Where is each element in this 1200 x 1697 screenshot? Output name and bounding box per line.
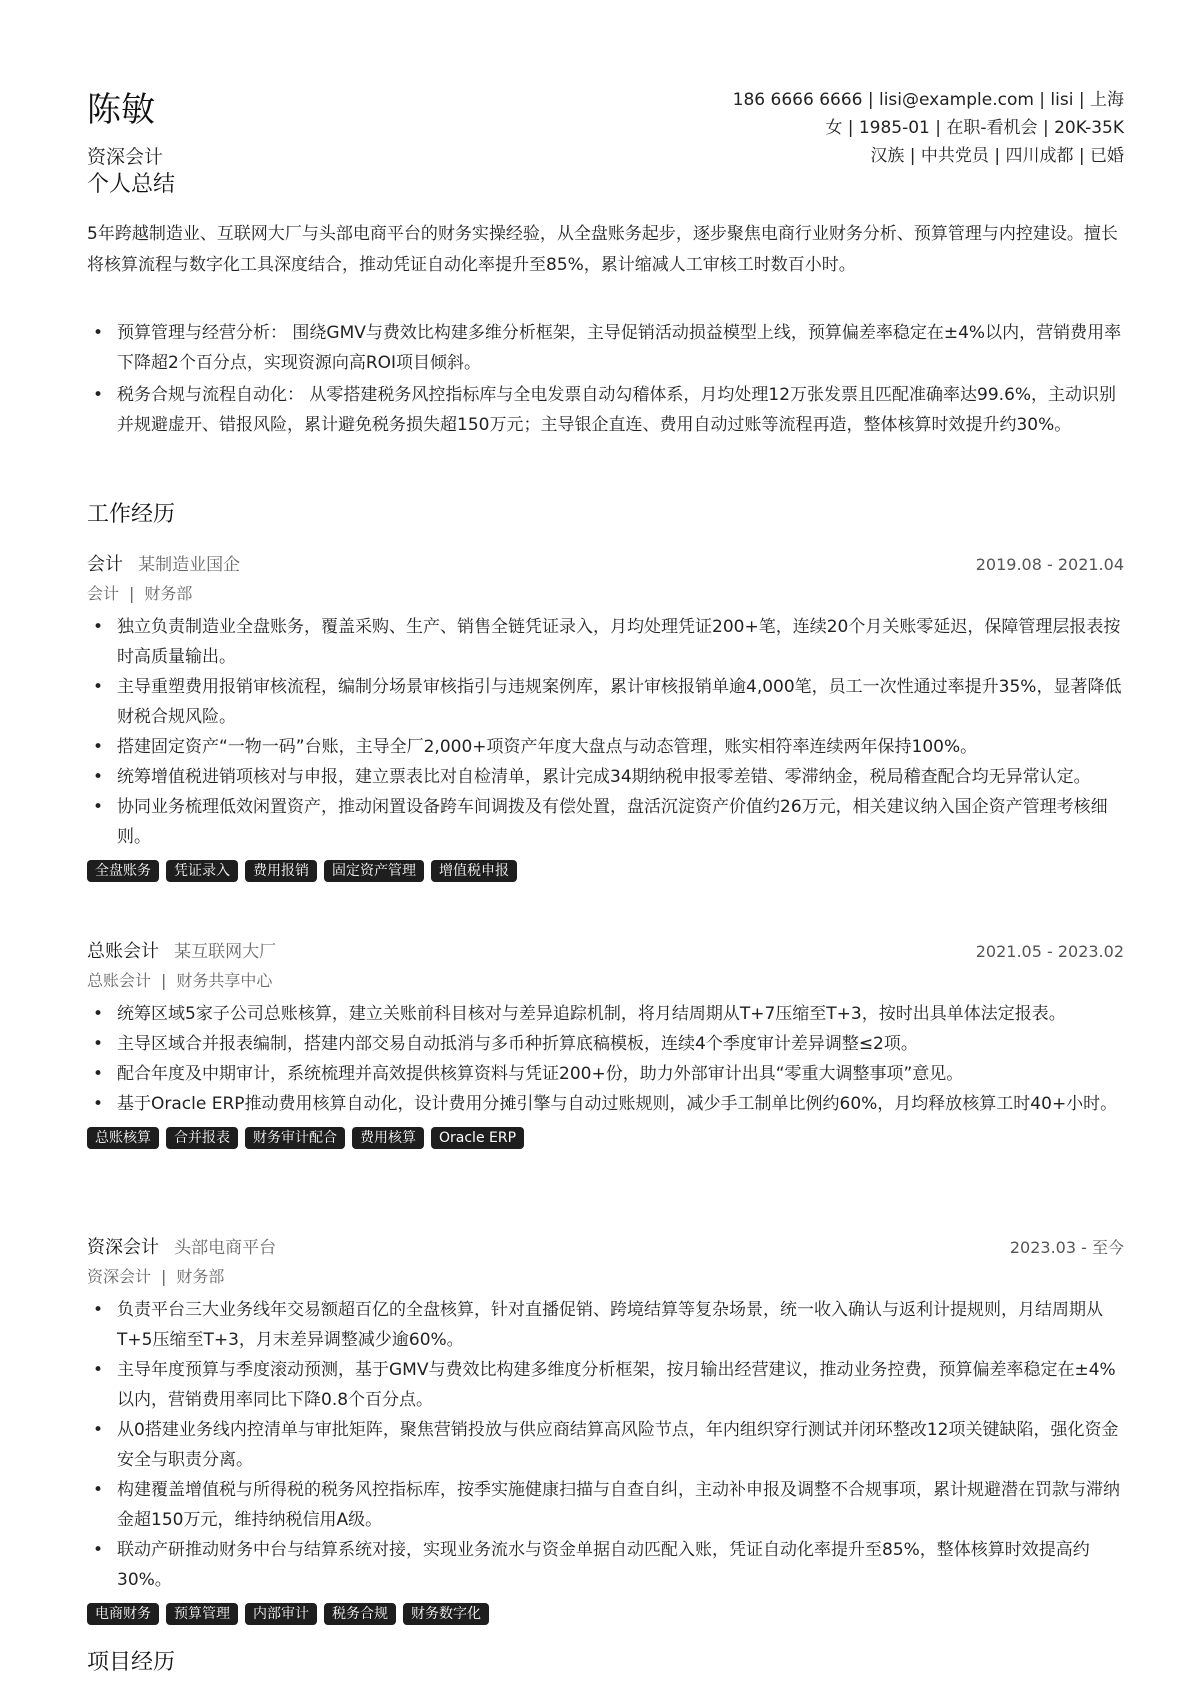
job-department: 财务部 bbox=[176, 1267, 225, 1286]
job-date: 2019.08 - 2021.04 bbox=[975, 555, 1124, 574]
job-bullet: • 统筹区域5家子公司总账核算，建立关账前科目核对与差异追踪机制，将月结周期从T+7压缩至T+3，按时出具单体法定报表。 bbox=[87, 999, 1124, 1029]
summary-heading: 个人总结 bbox=[87, 172, 176, 197]
summary-bullet: • 税务合规与流程自动化： 从零搭建税务风控指标库与全电发票自动勾稽体系，月均处理12万张发票且匹配准确率达99.6%，主动识别并规避虚开、错报风险，累计避免税务损失超150万元；主导银企直连、费用自动过账等流程再造，整体核算时效提升约30%。 bbox=[87, 380, 1124, 440]
job-bullet: • 主导区域合并报表编制，搭建内部交易自动抵消与多币种折算底稿模板，连续4个季度审计差异调整≤2项。 bbox=[87, 1029, 1124, 1059]
job-bullet: • 协同业务梳理低效闲置资产，推动闲置设备跨车间调拨及有偿处置，盘活沉淀资产价值约26万元，相关建议纳入国企资产管理考核细则。 bbox=[87, 792, 1124, 852]
job-subline bbox=[87, 580, 1124, 608]
summary-bullet: • 预算管理与经营分析： 围绕GMV与费效比构建多维分析框架，主导促销活动损益模型上线，预算偏差率稳定在±4%以内，营销费用率下降超2个百分点，实现资源向高ROI项目倾斜。 bbox=[87, 318, 1124, 378]
skill-tag: 总账核算 bbox=[87, 1127, 159, 1149]
job-bullet: • 配合年度及中期审计，系统梳理并高效提供核算资料与凭证200+份，助力外部审计出具“零重大调整事项”意见。 bbox=[87, 1059, 1124, 1089]
skill-tag: 税务合规 bbox=[324, 1603, 396, 1625]
job-department: 财务共享中心 bbox=[176, 971, 273, 990]
skill-tag: 合并报表 bbox=[166, 1127, 238, 1149]
skill-tag: 全盘账务 bbox=[87, 860, 159, 882]
skill-tag: 财务数字化 bbox=[403, 1603, 489, 1625]
candidate-name: 陈敏 bbox=[87, 90, 155, 130]
job-bullet-list bbox=[87, 612, 1124, 852]
job-sub-separator: | bbox=[129, 584, 135, 603]
job-bullet: • 主导年度预算与季度滚动预测，基于GMV与费效比构建多维度分析框架，按月输出经营建议，推动业务控费，预算偏差率稳定在±4%以内，营销费用率同比下降0.8个百分点。 bbox=[87, 1355, 1124, 1415]
experience-heading: 工作经历 bbox=[87, 502, 176, 527]
job-sub-separator: | bbox=[161, 1267, 167, 1286]
job-bullet: • 主导重塑费用报销审核流程，编制分场景审核指引与违规案例库，累计审核报销单逾4,000笔，员工一次性通过率提升35%，显著降低财税合规风险。 bbox=[87, 672, 1124, 732]
job-bullet: • 负责平台三大业务线年交易额超百亿的全盘核算，针对直播促销、跨境结算等复杂场景，统一收入确认与返利计提规则，月结周期从T+5压缩至T+3，月末差异调整减少逾60%。 bbox=[87, 1295, 1124, 1355]
skill-tag: 凭证录入 bbox=[166, 860, 238, 882]
job-entry bbox=[87, 1233, 1124, 1625]
job-subline bbox=[87, 1263, 1124, 1291]
contact-line-2: 女 | 1985-01 | 在职-看机会 | 20K-35K bbox=[825, 118, 1124, 138]
job-header bbox=[87, 937, 1124, 967]
job-sub-role: 会计 bbox=[87, 584, 120, 603]
skill-tags bbox=[87, 1127, 1124, 1149]
contact-line-1: 186 6666 6666 | lisi@example.com | lisi | 上海 bbox=[732, 90, 1124, 110]
skill-tag: 费用报销 bbox=[245, 860, 317, 882]
job-bullet-list bbox=[87, 999, 1124, 1119]
contact-line-3: 汉族 | 中共党员 | 四川成都 | 已婚 bbox=[870, 146, 1124, 166]
job-bullet: • 搭建固定资产“一物一码”台账，主导全厂2,000+项资产年度大盘点与动态管理，账实相符率连续两年保持100%。 bbox=[87, 732, 1124, 762]
job-entry bbox=[87, 937, 1124, 1149]
job-role: 会计 bbox=[87, 554, 123, 575]
job-bullet: • 基于Oracle ERP推动费用核算自动化，设计费用分摊引擎与自动过账规则，减少手工制单比例约60%，月均释放核算工时40+小时。 bbox=[87, 1089, 1124, 1119]
job-bullet: • 统筹增值税进销项核对与申报，建立票表比对自检清单，累计完成34期纳税申报零差错、零滞纳金，税局稽查配合均无异常认定。 bbox=[87, 762, 1124, 792]
job-bullet: • 从0搭建业务线内控清单与审批矩阵，聚焦营销投放与供应商结算高风险节点，年内组织穿行测试并闭环整改12项关键缺陷，强化资金安全与职责分离。 bbox=[87, 1415, 1124, 1475]
skill-tags bbox=[87, 860, 1124, 882]
job-company: 某互联网大厂 bbox=[174, 942, 277, 962]
skill-tag: 财务审计配合 bbox=[245, 1127, 345, 1149]
contact-info bbox=[733, 86, 1124, 170]
job-company: 头部电商平台 bbox=[174, 1238, 277, 1258]
job-company: 某制造业国企 bbox=[138, 555, 241, 575]
job-date: 2023.03 - 至今 bbox=[1009, 1238, 1124, 1257]
job-sub-role: 资深会计 bbox=[87, 1267, 152, 1286]
skill-tag: 预算管理 bbox=[166, 1603, 238, 1625]
job-date: 2021.05 - 2023.02 bbox=[975, 942, 1124, 961]
job-department: 财务部 bbox=[144, 584, 193, 603]
job-bullet: • 独立负责制造业全盘账务，覆盖采购、生产、销售全链凭证录入，月均处理凭证200+笔，连续20个月关账零延迟，保障管理层报表按时高质量输出。 bbox=[87, 612, 1124, 672]
skill-tag: Oracle ERP bbox=[431, 1127, 524, 1149]
summary-list bbox=[87, 318, 1124, 442]
summary-text: 5年跨越制造业、互联网大厂与头部电商平台的财务实操经验，从全盘账务起步，逐步聚焦电商行业财务分析、预算管理与内控建设。擅长将核算流程与数字化工具深度结合，推动凭证自动化率提升至85%，累计缩减人工审核工时数百小时。 bbox=[87, 224, 1118, 275]
skill-tags bbox=[87, 1603, 1124, 1625]
skill-tag: 内部审计 bbox=[245, 1603, 317, 1625]
job-bullet: • 联动产研推动财务中台与结算系统对接，实现业务流水与资金单据自动匹配入账，凭证自动化率提升至85%，整体核算时效提高约30%。 bbox=[87, 1535, 1124, 1595]
projects-heading: 项目经历 bbox=[87, 1650, 176, 1675]
job-role: 资深会计 bbox=[87, 1237, 159, 1258]
job-sub-role: 总账会计 bbox=[87, 971, 152, 990]
job-entry bbox=[87, 550, 1124, 882]
job-role: 总账会计 bbox=[87, 941, 159, 962]
job-header bbox=[87, 550, 1124, 580]
job-sub-separator: | bbox=[161, 971, 167, 990]
skill-tag: 固定资产管理 bbox=[324, 860, 424, 882]
skill-tag: 费用核算 bbox=[352, 1127, 424, 1149]
candidate-title: 资深会计 bbox=[87, 146, 164, 168]
job-bullet-list bbox=[87, 1295, 1124, 1595]
job-header bbox=[87, 1233, 1124, 1263]
skill-tag: 电商财务 bbox=[87, 1603, 159, 1625]
job-bullet: • 构建覆盖增值税与所得税的税务风控指标库，按季实施健康扫描与自查自纠，主动补申报及调整不合规事项，累计规避潜在罚款与滞纳金超150万元，维持纳税信用A级。 bbox=[87, 1475, 1124, 1535]
skill-tag: 增值税申报 bbox=[431, 860, 517, 882]
job-subline bbox=[87, 967, 1124, 995]
